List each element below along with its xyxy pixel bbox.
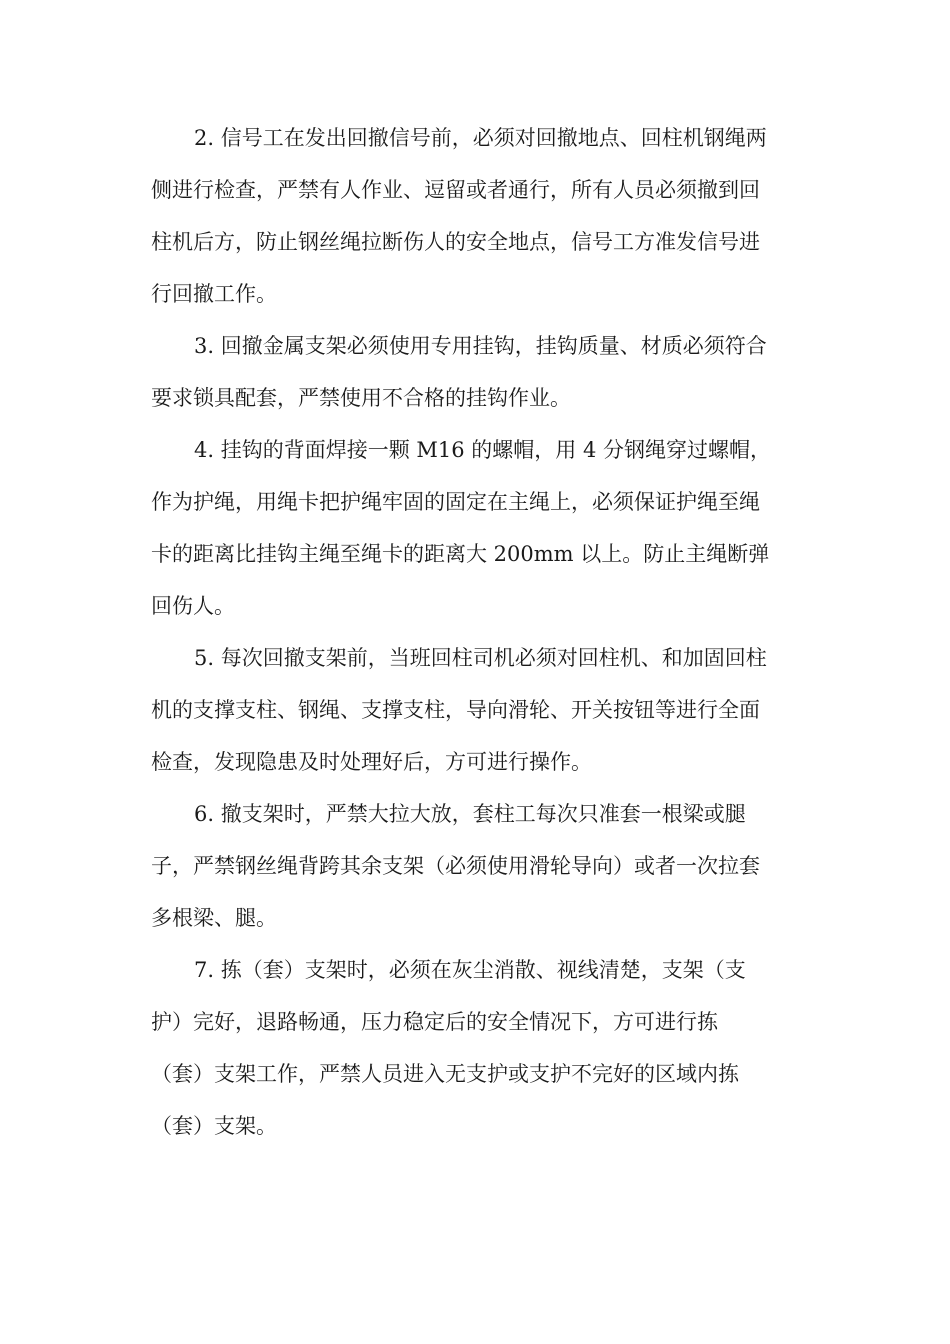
text-line: 要求锁具配套，严禁使用不合格的挂钩作业。 [151, 386, 571, 410]
text-line: 子，严禁钢丝绳背跨其余支架（必须使用滑轮导向）或者一次拉套 [151, 854, 760, 878]
text-line: 4. 挂钩的背面焊接一颗 M16 的螺帽，用 4 分钢绳穿过螺帽， [194, 438, 771, 462]
text-line: 机的支撑支柱、钢绳、支撑支柱，导向滑轮、开关按钮等进行全面 [151, 698, 760, 722]
paragraph-item-3 [151, 320, 801, 424]
paragraph-item-2 [151, 112, 801, 320]
text-line: 检查，发现隐患及时处理好后，方可进行操作。 [151, 750, 592, 774]
text-line: 2. 信号工在发出回撤信号前，必须对回撤地点、回柱机钢绳两 [194, 126, 767, 150]
text-line: 3. 回撤金属支架必须使用专用挂钩，挂钩质量、材质必须符合 [194, 334, 767, 358]
document-body [151, 112, 801, 1152]
text-line: （套）支架工作，严禁人员进入无支护或支护不完好的区域内拣 [151, 1062, 739, 1086]
text-line: 卡的距离比挂钩主绳至绳卡的距离大 200mm 以上。防止主绳断弹 [151, 542, 770, 566]
text-line: 行回撤工作。 [151, 282, 277, 306]
text-line: 7. 拣（套）支架时，必须在灰尘消散、视线清楚，支架（支 [194, 958, 746, 982]
paragraph-item-4 [151, 424, 801, 632]
text-line: 柱机后方，防止钢丝绳拉断伤人的安全地点，信号工方准发信号进 [151, 230, 760, 254]
text-line: 5. 每次回撤支架前，当班回柱司机必须对回柱机、和加固回柱 [194, 646, 767, 670]
text-line: 6. 撤支架时，严禁大拉大放，套柱工每次只准套一根梁或腿 [194, 802, 746, 826]
text-line: （套）支架。 [151, 1114, 277, 1138]
text-line: 侧进行检查，严禁有人作业、逗留或者通行，所有人员必须撤到回 [151, 178, 760, 202]
text-line: 作为护绳，用绳卡把护绳牢固的固定在主绳上，必须保证护绳至绳 [151, 490, 760, 514]
text-line: 多根梁、腿。 [151, 906, 277, 930]
paragraph-item-5 [151, 632, 801, 788]
text-line: 回伤人。 [151, 594, 235, 618]
text-line: 护）完好，退路畅通，压力稳定后的安全情况下，方可进行拣 [151, 1010, 718, 1034]
paragraph-item-7 [151, 944, 801, 1152]
paragraph-item-6 [151, 788, 801, 944]
